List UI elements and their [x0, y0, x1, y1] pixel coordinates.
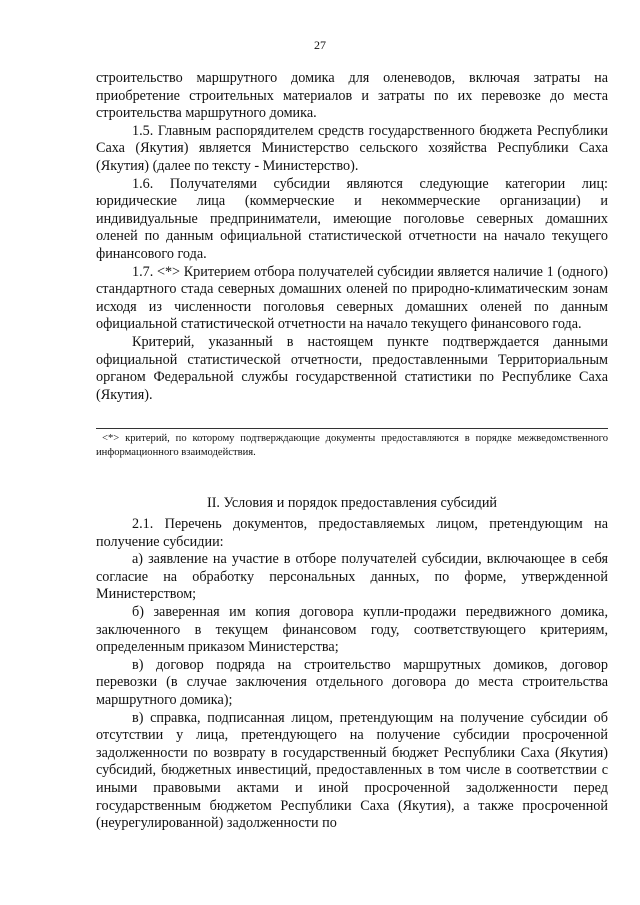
paragraph-2-1: 2.1. Перечень документов, предоставляемых лицом, претендующим на получение субсидии: — [96, 516, 608, 550]
list-item-v-certificate: в) справка, подписанная лицом, претендующим на получение субсидии об отсутствии у лица, претендующего на получение субсидии просроченной задолженности по возврату в государственный бюджет Республики Саха (Якутия) субсидий, бюджетных инвестиций, предоставленных в том числе в соответствии с иными правовыми актами и иной просроченной задолженности перед государственным бюджетом Республики Саха (Якутия), а также просроченной (неурегулированной) задолженности по — [96, 709, 608, 832]
footnote — [96, 432, 608, 460]
page-number: 27 — [314, 38, 326, 52]
paragraph-continuation: строительство маршрутного домика для оленеводов, включая затраты на приобретение строительных материалов и затраты по их перевозке до места строительства маршрутного домика. — [96, 70, 608, 122]
body-text-section-2 — [96, 516, 608, 833]
body-text-top — [96, 70, 608, 404]
list-item-v-contract: в) договор подряда на строительство маршрутных домиков, договор перевозки (в случае заключения отдельного договора до места строительства маршрутного домика); — [96, 656, 608, 708]
footnote-divider — [96, 428, 608, 429]
paragraph-1-6: 1.6. Получателями субсидии являются следующие категории лиц: юридические лица (коммерческие и некоммерческие организации) и индивидуальные предприниматели, имеющие поголовье северных домашних оленей по данным официальной статистической отчетности на начало текущего финансового года. — [96, 175, 608, 262]
paragraph-1-7: 1.7. <*> Критерием отбора получателей субсидии является наличие 1 (одного) стандартного стада северных домашних оленей по природно-климатическим зонам исходя из численности поголовья северных домашних оленей по данным официальной статистической отчетности на начало текущего финансового года. — [96, 263, 608, 333]
paragraph-criterion: Критерий, указанный в настоящем пункте подтверждается данными официальной статистической отчетности, предоставленными Территориальным органом Федеральной службы государственной статистики по Республике Саха (Якутия). — [96, 333, 608, 403]
list-item-b: б) заверенная им копия договора купли-продажи передвижного домика, заключенного в текущем финансовом году, соответствующего критериям, определенным приказом Министерства; — [96, 603, 608, 656]
section-heading: II. Условия и порядок предоставления субсидий — [206, 495, 498, 511]
paragraph-1-5: 1.5. Главным распорядителем средств государственного бюджета Республики Саха (Якутия) является Министерство сельского хозяйства Республики Саха (Якутия) (далее по тексту - Министерство). — [96, 122, 608, 174]
footnote-text: <*> критерий, по которому подтверждающие документы предоставляются в порядке межведомственного информационного взаимодействия. — [96, 433, 608, 458]
list-item-a: а) заявление на участие в отборе получателей субсидии, включающее в себя согласие на обработку персональных данных, по форме, утвержденной Министерством; — [96, 551, 608, 603]
